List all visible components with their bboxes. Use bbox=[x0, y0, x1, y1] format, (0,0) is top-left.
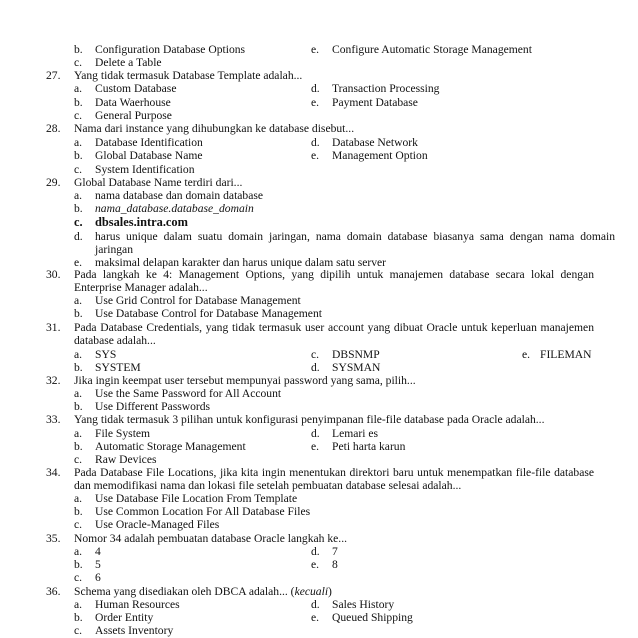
question-text: Pada Database Credentials, yang tidak termasuk user account yang dibuat Oracle untuk keperluan manajemen database adalah... bbox=[74, 321, 594, 347]
question-33 bbox=[0, 413, 638, 427]
option-text: 4 bbox=[95, 545, 101, 558]
question-text: Pada Database File Locations, jika kita ingin menentukan direktori baru untuk menempatkan file-file database dan memodifikasi nama dan lokasi file setelah pembuatan database selesai adalah... bbox=[74, 466, 594, 492]
option-row bbox=[0, 518, 638, 532]
option-letter: e. bbox=[311, 43, 320, 56]
option-row bbox=[0, 387, 638, 401]
option-text: Automatic Storage Management bbox=[95, 440, 246, 453]
option-letter: c. bbox=[74, 571, 83, 584]
option-text: Queued Shipping bbox=[332, 611, 413, 624]
option-letter: c. bbox=[74, 109, 83, 122]
option-text: Peti harta karun bbox=[332, 440, 406, 453]
option-text: System Identification bbox=[95, 163, 195, 176]
option-letter: e. bbox=[311, 558, 320, 571]
option-text: Custom Database bbox=[95, 82, 177, 95]
option-letter: a. bbox=[74, 387, 83, 400]
option-text: Sales History bbox=[332, 598, 395, 611]
option-letter: a. bbox=[74, 82, 83, 95]
option-letter: b. bbox=[74, 440, 83, 453]
option-row bbox=[0, 202, 638, 216]
option-letter: d. bbox=[311, 361, 320, 374]
option-text: Assets Inventory bbox=[95, 624, 174, 637]
option-row bbox=[0, 545, 638, 559]
option-row bbox=[0, 571, 638, 585]
option-row bbox=[0, 440, 638, 454]
option-text: Data Waerhouse bbox=[95, 96, 171, 109]
option-text: SYS bbox=[95, 348, 117, 361]
question-text: Jika ingin keempat user tersebut mempunyai password yang sama, pilih... bbox=[74, 374, 416, 387]
question-text-end: ) bbox=[328, 585, 332, 598]
option-row bbox=[0, 216, 638, 230]
option-row bbox=[0, 82, 638, 96]
option-text: dbsales.intra.com bbox=[95, 215, 188, 229]
option-letter: c. bbox=[74, 163, 83, 176]
question-text: Yang tidak termasuk Database Template adalah... bbox=[74, 69, 303, 82]
option-letter: c. bbox=[74, 215, 83, 229]
option-row bbox=[0, 400, 638, 414]
question-31 bbox=[0, 321, 638, 347]
option-letter: c. bbox=[74, 624, 83, 637]
option-text: DBSNMP bbox=[332, 348, 380, 361]
option-letter: b. bbox=[74, 400, 83, 413]
option-row bbox=[0, 598, 638, 612]
option-letter: a. bbox=[74, 427, 83, 440]
option-text: nama_database.database_domain bbox=[95, 202, 254, 215]
option-letter: b. bbox=[74, 307, 83, 320]
option-text: Use Database File Location From Template bbox=[95, 492, 298, 505]
option-text: Order Entity bbox=[95, 611, 154, 624]
question-text: Yang tidak termasuk 3 pilihan untuk konfigurasi penyimpanan file-file database pada Oracle adalah... bbox=[74, 413, 545, 426]
option-row bbox=[0, 96, 638, 110]
option-letter: e. bbox=[74, 256, 83, 269]
question-text-main: Schema yang disediakan oleh DBCA adalah... ( bbox=[74, 585, 295, 598]
option-text: Payment Database bbox=[332, 96, 418, 109]
option-letter: a. bbox=[74, 598, 83, 611]
option-letter: b. bbox=[74, 361, 83, 374]
option-letter: c. bbox=[74, 56, 83, 69]
option-text: Use Database Control for Database Management bbox=[95, 307, 322, 320]
option-letter: b. bbox=[74, 611, 83, 624]
option-letter: c. bbox=[74, 453, 83, 466]
option-row bbox=[0, 43, 638, 57]
option-text: Configure Automatic Storage Management bbox=[332, 43, 532, 56]
option-letter: b. bbox=[74, 558, 83, 571]
option-letter: a. bbox=[74, 545, 83, 558]
option-row bbox=[0, 492, 638, 506]
option-row bbox=[0, 163, 638, 177]
option-text: 5 bbox=[95, 558, 101, 571]
question-28 bbox=[0, 122, 638, 136]
option-letter: e. bbox=[311, 611, 320, 624]
option-letter: e. bbox=[311, 440, 320, 453]
question-30 bbox=[0, 268, 638, 294]
option-text: Configuration Database Options bbox=[95, 43, 246, 56]
option-row bbox=[0, 624, 638, 638]
question-35 bbox=[0, 532, 638, 546]
option-text: Delete a Table bbox=[95, 56, 162, 69]
option-row bbox=[0, 109, 638, 123]
question-29 bbox=[0, 176, 638, 190]
option-text: SYSMAN bbox=[332, 361, 381, 374]
question-27 bbox=[0, 69, 638, 83]
option-letter: b. bbox=[74, 96, 83, 109]
option-text: FILEMAN bbox=[540, 348, 592, 361]
question-number: 31. bbox=[46, 321, 61, 334]
question-text: Nomor 34 adalah pembuatan database Oracle langkah ke... bbox=[74, 532, 347, 545]
option-row bbox=[0, 361, 638, 375]
option-text: File System bbox=[95, 427, 151, 440]
option-text: Use Common Location For All Database Files bbox=[95, 505, 311, 518]
option-text: Database Identification bbox=[95, 136, 203, 149]
option-text: maksimal delapan karakter dan harus unique dalam satu server bbox=[95, 256, 387, 269]
option-letter: c. bbox=[311, 348, 320, 361]
option-letter: d. bbox=[311, 598, 320, 611]
option-text: Use Oracle-Managed Files bbox=[95, 518, 220, 531]
option-text: Use Different Passwords bbox=[95, 400, 211, 413]
option-letter: d. bbox=[311, 82, 320, 95]
option-row bbox=[0, 611, 638, 625]
option-letter: e. bbox=[311, 96, 320, 109]
question-number: 34. bbox=[46, 466, 61, 479]
question-text: Global Database Name terdiri dari... bbox=[74, 176, 243, 189]
question-number: 30. bbox=[46, 268, 61, 281]
question-text-emphasis: kecuali bbox=[294, 585, 329, 598]
question-34 bbox=[0, 466, 638, 492]
option-row bbox=[0, 307, 638, 321]
option-text: SYSTEM bbox=[95, 361, 141, 374]
option-letter: a. bbox=[74, 348, 83, 361]
question-number: 36. bbox=[46, 585, 61, 598]
option-letter: b. bbox=[74, 505, 83, 518]
option-letter: b. bbox=[74, 43, 83, 56]
option-letter: d. bbox=[311, 545, 320, 558]
option-row bbox=[0, 189, 638, 203]
option-text: Use Grid Control for Database Management bbox=[95, 294, 301, 307]
question-36 bbox=[0, 585, 638, 599]
question-number: 35. bbox=[46, 532, 61, 545]
question-text bbox=[74, 585, 594, 598]
option-text: Database Network bbox=[332, 136, 418, 149]
option-row bbox=[0, 505, 638, 519]
option-text: Management Option bbox=[332, 149, 428, 162]
option-row bbox=[0, 149, 638, 163]
option-letter: a. bbox=[74, 136, 83, 149]
option-row bbox=[0, 558, 638, 572]
option-text: Use the Same Password for All Account bbox=[95, 387, 282, 400]
option-row bbox=[0, 348, 638, 362]
option-letter: e. bbox=[522, 348, 531, 361]
option-text: 6 bbox=[95, 571, 101, 584]
question-number: 28. bbox=[46, 122, 61, 135]
option-row bbox=[0, 294, 638, 308]
option-letter: e. bbox=[311, 149, 320, 162]
question-32 bbox=[0, 374, 638, 388]
option-letter: d. bbox=[311, 136, 320, 149]
option-text: 7 bbox=[332, 545, 338, 558]
question-number: 33. bbox=[46, 413, 61, 426]
question-text: Pada langkah ke 4: Management Options, yang dipilih untuk manajemen database secara lokal dengan Enterprise Manager adalah... bbox=[74, 268, 594, 294]
question-text: Nama dari instance yang dihubungkan ke database disebut... bbox=[74, 122, 355, 135]
option-row bbox=[0, 427, 638, 441]
question-number: 27. bbox=[46, 69, 61, 82]
option-letter: c. bbox=[74, 518, 83, 531]
option-letter: a. bbox=[74, 189, 83, 202]
option-letter: a. bbox=[74, 492, 83, 505]
option-letter: d. bbox=[74, 230, 83, 243]
option-row bbox=[0, 136, 638, 150]
option-letter: a. bbox=[74, 294, 83, 307]
option-text: Human Resources bbox=[95, 598, 180, 611]
option-letter: b. bbox=[74, 202, 83, 215]
option-letter: d. bbox=[311, 427, 320, 440]
option-text: Global Database Name bbox=[95, 149, 203, 162]
option-text: General Purpose bbox=[95, 109, 172, 122]
option-text: 8 bbox=[332, 558, 338, 571]
option-text: Transaction Processing bbox=[332, 82, 440, 95]
option-row bbox=[0, 56, 638, 70]
option-letter: b. bbox=[74, 149, 83, 162]
option-text: nama database dan domain database bbox=[95, 189, 264, 202]
option-row bbox=[0, 453, 638, 467]
question-number: 32. bbox=[46, 374, 61, 387]
question-number: 29. bbox=[46, 176, 61, 189]
option-text: harus unique dalam suatu domain jaringan, nama domain database biasanya sama dengan nama domain jaringan bbox=[95, 230, 615, 256]
option-row bbox=[0, 230, 638, 256]
option-text: Lemari es bbox=[332, 427, 379, 440]
option-text: Raw Devices bbox=[95, 453, 157, 466]
